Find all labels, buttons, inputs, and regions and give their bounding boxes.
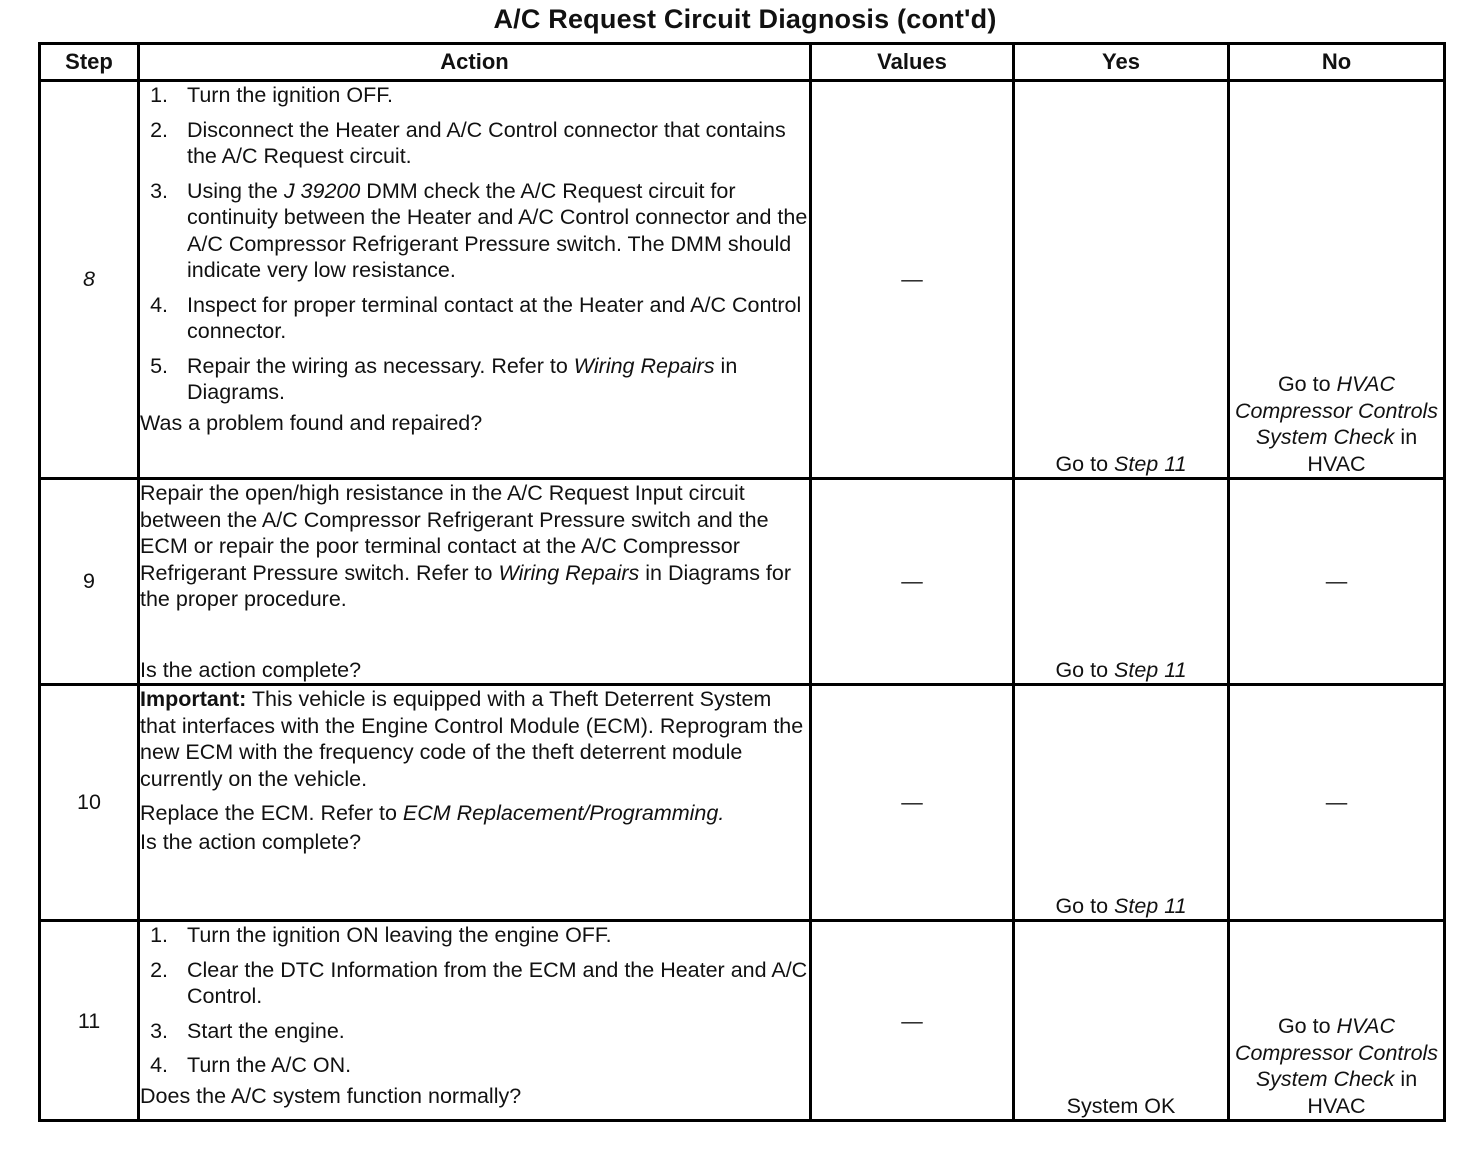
header-action: Action xyxy=(139,44,811,81)
yes-cell: Go to Step 11 xyxy=(1014,81,1229,479)
hvac-check-reference: HVAC Compressor Controls System Check xyxy=(1234,372,1439,449)
tool-reference: J 39200 xyxy=(283,178,361,203)
list-item: 1. Turn the ignition OFF. xyxy=(174,82,809,109)
table-row-step-9 xyxy=(40,479,1445,685)
action-cell xyxy=(139,921,811,1121)
no-cell: Go to HVAC Compressor Controls System Check in HVAC xyxy=(1229,81,1445,479)
no-cell xyxy=(1229,479,1445,685)
list-item: 4. Turn the A/C ON. xyxy=(174,1052,809,1079)
action-cell xyxy=(139,685,811,921)
diagnosis-table xyxy=(38,42,1446,1122)
important-note: Important: This vehicle is equipped with a Theft Deterrent System that interfaces with the Engine Control Module (ECM). Reprogram the new ECM with the frequency code of the theft deterrent module currently on the vehicle. xyxy=(140,687,804,791)
wiring-repairs-reference: Wiring Repairs xyxy=(573,353,715,378)
ecm-replacement-reference: ECM Replacement/Programming. xyxy=(402,801,725,825)
list-item: 4. Inspect for proper terminal contact at the Heater and A/C Control connector. xyxy=(174,292,809,345)
no-cell: Go to HVAC Compressor Controls System Check in HVAC xyxy=(1229,921,1445,1121)
dash: — xyxy=(901,790,923,815)
list-item: 2. Clear the DTC Information from the ECM and the Heater and A/C Control. xyxy=(174,957,809,1010)
header-step: Step xyxy=(40,44,139,81)
values-cell xyxy=(811,685,1014,921)
values-cell xyxy=(811,479,1014,685)
action-cell xyxy=(139,81,811,479)
no-cell xyxy=(1229,685,1445,921)
dash: — xyxy=(901,1009,923,1033)
list-item: 5. Repair the wiring as necessary. Refer to Wiring Repairs in Diagrams. xyxy=(174,353,809,406)
step-reference: Step 11 xyxy=(1114,893,1187,918)
action-steps-list xyxy=(146,922,809,1079)
dash: — xyxy=(1325,790,1348,815)
wiring-repairs-reference: Wiring Repairs xyxy=(498,560,640,585)
list-item: 3. Using the J 39200 DMM check the A/C Request circuit for continuity between the Heater and A/C Control connector and the A/C Compressor Refrigerant Pressure switch. The DMM should indicate very low resistance. xyxy=(174,178,809,284)
table-row-step-8 xyxy=(40,81,1445,479)
list-item: 1. Turn the ignition ON leaving the engine OFF. xyxy=(174,922,809,949)
list-item: 3. Start the engine. xyxy=(174,1018,809,1045)
action-text: Repair the open/high resistance in the A/C Request Input circuit between the A/C Compressor Refrigerant Pressure switch and the ECM or repair the poor terminal contact at the A/C Compressor Refrigerant Pressure switch. Refer to Wiring Repairs in Diagrams for the proper procedure. xyxy=(140,481,792,611)
values-cell xyxy=(811,921,1014,1121)
values-cell xyxy=(811,81,1014,479)
yes-cell: System OK xyxy=(1014,921,1229,1121)
header-yes: Yes xyxy=(1014,44,1229,81)
question-text: Is the action complete? xyxy=(140,657,362,682)
step-reference: Step 11 xyxy=(1114,657,1187,682)
step-number: 8 xyxy=(40,81,139,479)
action-steps-list xyxy=(146,82,809,406)
replace-instruction: Replace the ECM. Refer to ECM Replacement/Programming. xyxy=(140,801,725,825)
action-cell xyxy=(139,479,811,685)
dash: — xyxy=(901,267,923,292)
dash: — xyxy=(1325,569,1348,594)
important-label: Important: xyxy=(140,687,247,711)
hvac-check-reference: HVAC Compressor Controls System Check xyxy=(1234,1014,1439,1091)
question-text: Does the A/C system function normally? xyxy=(140,1083,522,1108)
header-values: Values xyxy=(811,44,1014,81)
table-row-step-11 xyxy=(40,921,1445,1121)
question-text: Is the action complete? xyxy=(140,829,362,854)
header-no: No xyxy=(1229,44,1445,81)
yes-cell: Go to Step 11 xyxy=(1014,685,1229,921)
step-reference: Step 11 xyxy=(1114,451,1187,476)
table-row-step-10 xyxy=(40,685,1445,921)
page-title: A/C Request Circuit Diagnosis (cont'd) xyxy=(493,4,997,34)
step-number: 10 xyxy=(40,685,139,921)
question-text: Was a problem found and repaired? xyxy=(140,410,483,435)
dash: — xyxy=(901,569,923,594)
yes-cell: Go to Step 11 xyxy=(1014,479,1229,685)
step-number: 9 xyxy=(40,479,139,685)
table-header-row xyxy=(40,44,1445,81)
step-number: 11 xyxy=(40,921,139,1121)
list-item: 2. Disconnect the Heater and A/C Control connector that contains the A/C Request circuit. xyxy=(174,117,809,170)
